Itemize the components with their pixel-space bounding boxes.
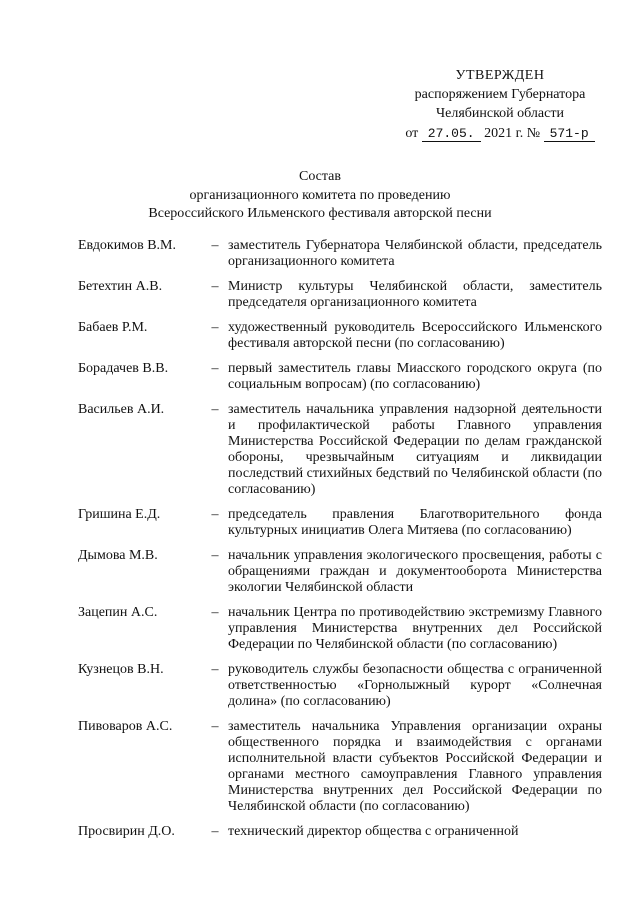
member-dash: – <box>211 507 219 522</box>
member-dash: – <box>211 402 219 417</box>
member-row <box>78 279 602 311</box>
approval-line-1: распоряжением Губернатора <box>414 87 586 102</box>
member-dash: – <box>211 320 219 335</box>
approval-block <box>390 66 610 143</box>
member-name: Васильев А.И. <box>78 402 165 417</box>
member-role: руководитель службы безопасности общества с ограниченной ответственностью «Горнолыжный курорт «Солнечная долина» (по согласованию) <box>228 662 602 709</box>
member-name: Кузнецов В.Н. <box>78 662 164 677</box>
member-name: Бабаев Р.М. <box>78 320 148 335</box>
approval-number: 571-р <box>544 126 595 142</box>
member-role: технический директор общества с ограниченной <box>228 824 519 839</box>
member-name: Пивоваров А.С. <box>78 719 173 734</box>
member-name: Просвирин Д.О. <box>78 824 175 839</box>
member-dash: – <box>211 548 219 563</box>
member-dash: – <box>211 361 219 376</box>
member-dash: – <box>211 279 219 294</box>
member-row <box>78 402 602 498</box>
member-dash: – <box>211 824 219 839</box>
member-row <box>78 238 602 270</box>
members-list <box>78 238 602 849</box>
member-dash: – <box>211 719 219 734</box>
member-row <box>78 320 602 352</box>
member-role: заместитель начальника управления надзорной деятельности и профилактической работы Главного управления Министерства Российской Федерации по делам гражданской обороны, чрезвычайным ситуациям и ликвидации последствий стихийных бедствий по Челябинской области (по согласованию) <box>228 402 602 497</box>
member-role: художественный руководитель Всероссийского Ильменского фестиваля авторской песни (по согласованию) <box>228 320 602 351</box>
title-line-2: Всероссийского Ильменского фестиваля авторской песни <box>148 206 492 221</box>
member-role: председатель правления Благотворительного фонда культурных инициатив Олега Митяева (по согласованию) <box>228 507 602 538</box>
member-name: Гришина Е.Д. <box>78 507 161 522</box>
member-row <box>78 605 602 653</box>
member-role: заместитель начальника Управления организации охраны общественного порядка и взаимодействия с органами исполнительной власти субъектов Российской Федерации и органами местного самоуправления Главного управления Министерства внутренних дел Российской Федерации по Челябинской области (по согласованию) <box>228 719 602 814</box>
member-dash: – <box>211 238 219 253</box>
approval-date-line <box>390 124 610 143</box>
member-row <box>78 824 602 840</box>
approval-line-2: Челябинской области <box>436 106 564 121</box>
approval-date: 27.05. <box>422 126 481 142</box>
member-dash: – <box>211 605 219 620</box>
member-row <box>78 662 602 710</box>
member-row <box>78 548 602 596</box>
member-row <box>78 507 602 539</box>
member-role: первый заместитель главы Миасского городского округа (по социальным вопросам) (по согласованию) <box>228 361 602 392</box>
member-name: Борадачев В.В. <box>78 361 169 376</box>
member-name: Дымова М.В. <box>78 548 158 563</box>
member-name: Бетехтин А.В. <box>78 279 163 294</box>
member-role: начальник Центра по противодействию экстремизму Главного управления Министерства внутренних дел Российской Федерации по Челябинской области (по согласованию) <box>228 605 602 652</box>
approval-heading: УТВЕРЖДЕН <box>455 68 545 83</box>
from-label: от <box>405 126 419 141</box>
member-name: Евдокимов В.М. <box>78 238 176 253</box>
document-title <box>0 168 640 223</box>
title-line-1: организационного комитета по проведению <box>189 188 451 203</box>
member-row <box>78 361 602 393</box>
year-text: 2021 г. № <box>484 126 541 141</box>
title-word: Состав <box>298 169 341 184</box>
member-role: Министр культуры Челябинской области, заместитель председателя организационного комитета <box>228 279 602 310</box>
member-name: Зацепин А.С. <box>78 605 158 620</box>
member-row <box>78 719 602 815</box>
member-role: начальник управления экологического просвещения, работы с обращениями граждан и документооборота Министерства экологии Челябинской области <box>228 548 602 595</box>
member-role: заместитель Губернатора Челябинской области, председатель организационного комитета <box>228 238 602 269</box>
member-dash: – <box>211 662 219 677</box>
